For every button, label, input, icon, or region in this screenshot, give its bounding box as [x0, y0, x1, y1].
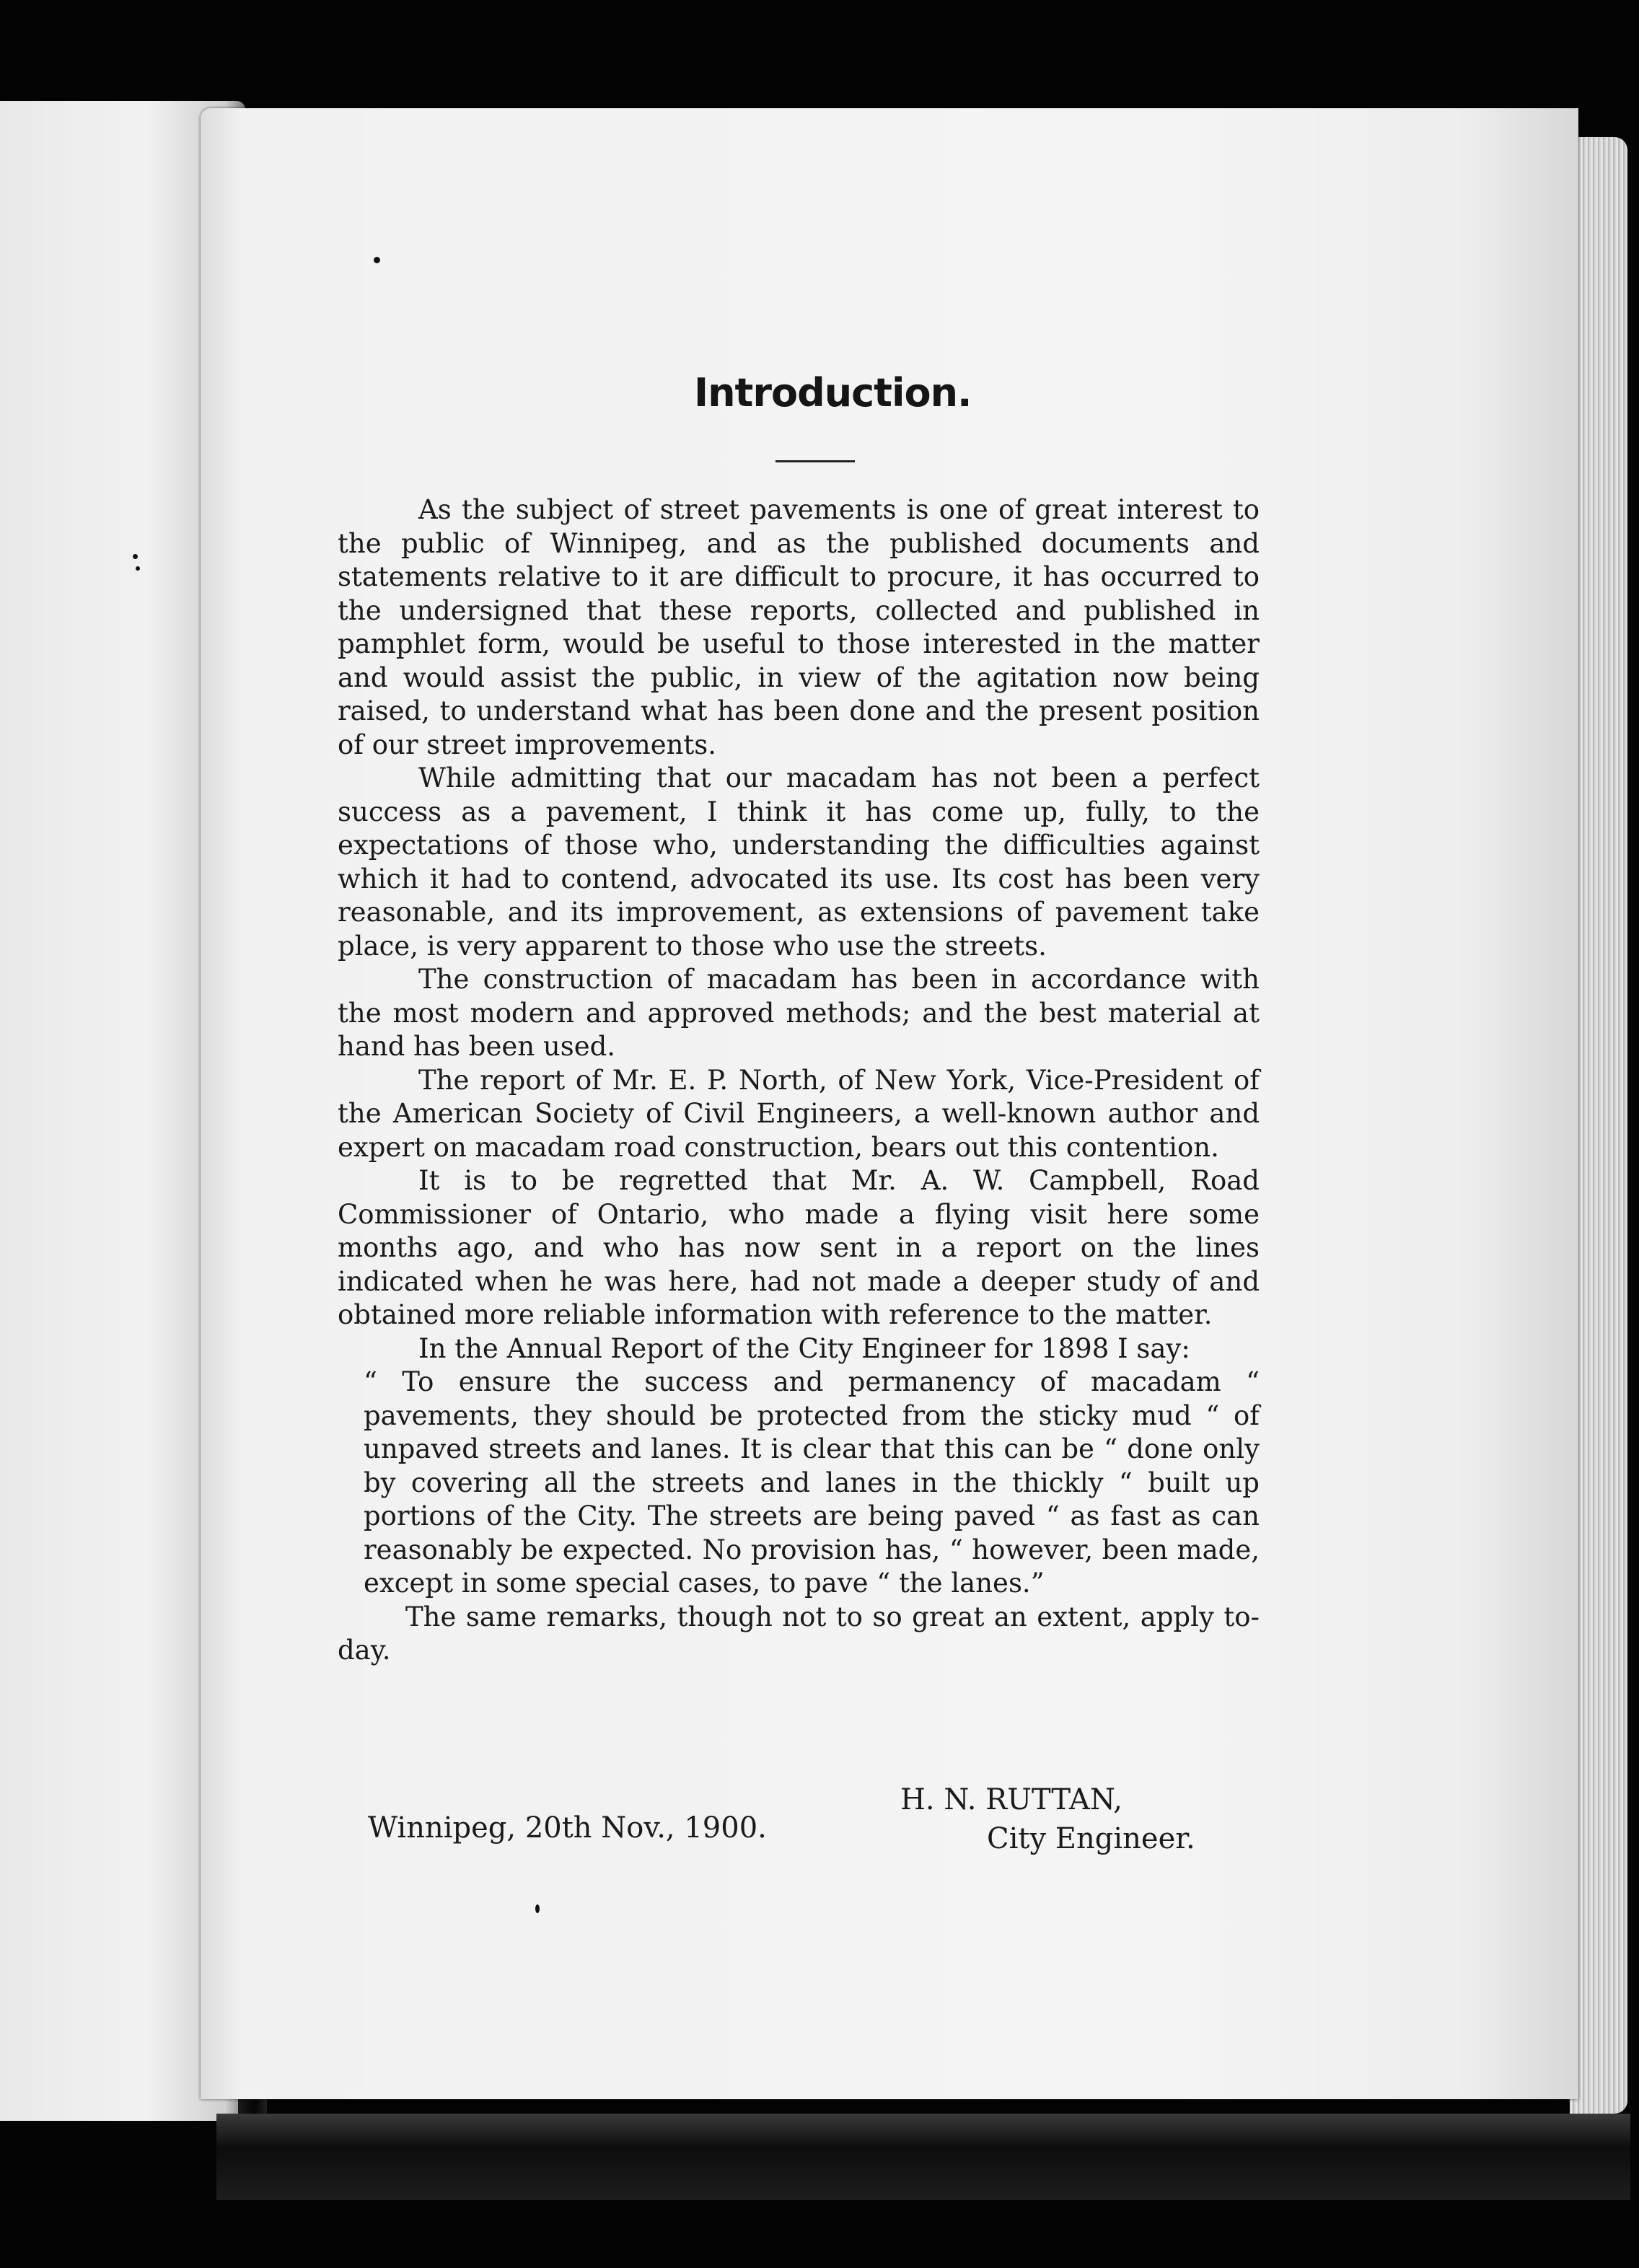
- print-speck: [133, 554, 138, 559]
- page-fore-edges: [1570, 137, 1627, 2114]
- paragraph-2: While admitting that our macadam has not been a perfect success as a pavement, I think it has come up, fully, to the expectations of those who, understanding the difficulties against which it had to contend, advocated its use. Its cost has been very reasonable, and its improvement, as extensions of pavement take place, is very apparent to those who use the streets.: [338, 762, 1260, 962]
- paragraph-6: In the Annual Report of the City Engineer for 1898 I say:: [418, 1332, 1190, 1364]
- closing-paragraph: The same remarks, though not to so great an extent, apply to-day.: [338, 1601, 1260, 1666]
- paragraph-3: The construction of macadam has been in accordance with the most modern and approved methods; and the best material at hand has been used.: [338, 964, 1260, 1062]
- print-speck: [535, 1904, 540, 1913]
- signatory-name: H. N. RUTTAN,: [900, 1783, 1122, 1816]
- introduction-body: [338, 493, 1260, 1668]
- paragraph-5: It is to be regretted that Mr. A. W. Campbell, Road Commissioner of Ontario, who made a flying visit here some months ago, and who has now sent in a report on the lines indicated when he was here, had not made a deeper study of and obtained more reliable information with reference to the matter.: [338, 1165, 1260, 1330]
- paragraph-4: The report of Mr. E. P. North, of New York, Vice-President of the American Society of Civil Engineers, a well-known author and expert on macadam road construction, bears out this contention.: [338, 1064, 1260, 1163]
- quoted-report: “ To ensure the success and permanency of macadam “ pavements, they should be protected from the sticky mud “ of unpaved streets and lanes. It is clear that this can be “ done only by covering all the streets and lanes in the thickly “ built up portions of the City. The streets are being paved “ as fast as can reasonably be expected. No provision has, “ however, been made, except in some special cases, to pave “ the lanes.”: [364, 1366, 1260, 1599]
- book-cover-edge: [216, 2114, 1630, 2200]
- place-and-date: Winnipeg, 20th Nov., 1900.: [368, 1811, 767, 1845]
- page-title: Introduction.: [694, 370, 972, 416]
- paragraph-1: As the subject of street pavements is one of great interest to the public of Winnipeg, and as the published documents and statements relative to it are difficult to procure, it has occurred to the undersigned that these reports, collected and published in pamphlet form, would be useful to those interested in the matter and would assist the public, in view of the agitation now being raised, to understand what has been done and the present position of our street improvements.: [338, 494, 1260, 760]
- print-speck: [374, 257, 380, 263]
- title-divider: [775, 460, 855, 462]
- signatory-title: City Engineer.: [987, 1822, 1195, 1855]
- print-speck: [136, 566, 140, 571]
